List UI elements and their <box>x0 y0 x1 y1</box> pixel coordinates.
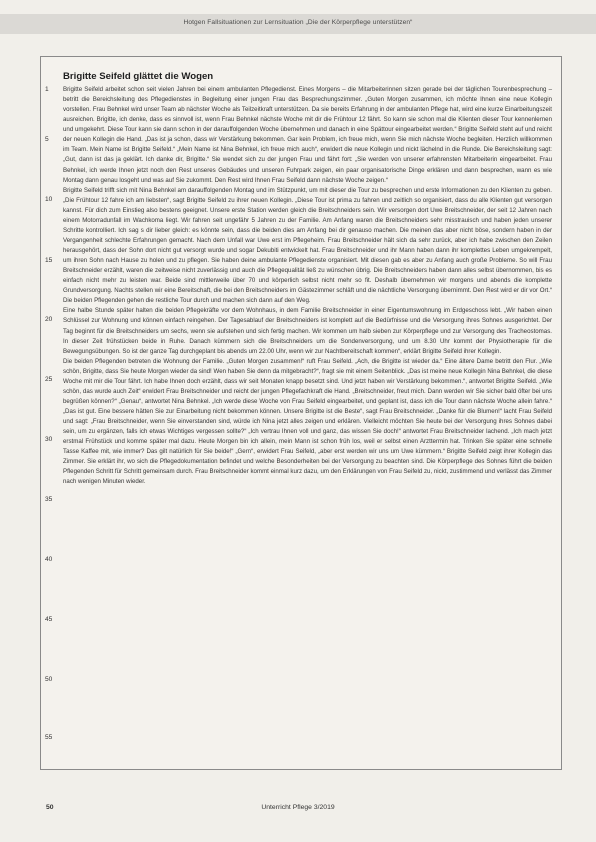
publication-footer: Unterricht Pflege 3/2019 <box>261 804 335 811</box>
paragraph-4: Die beiden Pflegenden betreten die Wohnung der Familie. „Guten Morgen zusammen!“ ruft Frau Seifeld. „Ach, die Brigitte ist wieder da.“ Eine ältere Dame betritt den Flur. „Wie schön, Brigitte, dass Sie heute Morgen wieder da sind! Wen haben Sie denn da mitgebracht?“, fragt sie mit einem Seitenblick. „Das ist meine neue Kollegin Nina Behnkel, die diese Woche mit mir die Tour fährt. Ich habe Ihnen doch erzählt, dass wir seit Monaten knapp besetzt sind. Und jetzt haben wir Verstärkung bekommen.“, antwortet Brigitte Seifeld. „Wie schön, das wurde auch Zeit“ erwidert Frau Breitschneider und reicht der jungen Pflegefachkraft die Hand. „Breitschneider, freut mich. Dann werden wir Sie sicher bald öfter bei uns begrüßen können?“ „Genau“, antwortet Nina Behnkel. „Ich werde diese Woche von Frau Seifeld eingearbeitet, und geplant ist, dass ich die Tour dann nächste Woche allein fahre.“ „Das ist gut. Eine bessere hätten Sie zur Einarbeitung nicht bekommen können. Unsere Brigitte ist die Beste“, sagt Frau Breitschneider. „Danke für die Blumen!“ lacht Frau Seifeld und sagt: „Frau Breitschneider, wenn Sie einverstanden sind, würde ich Nina jetzt alles zeigen und erklären. Vielleicht möchten Sie heute bei der Versorgung ihres Sohnes dabei sein, um zu ergänzen, falls ich etwas Wichtiges vergessen sollte?“ „Ich vertrau Ihnen voll und ganz, das wissen Sie doch!“ antwortet Frau Breitschneider lachend. „Ich mach jetzt erstmal Frühstück und komme später mal dazu. Heute Morgen bin ich allein, mein Mann ist schon früh los, weil er selbst einen Arzttermin hat. Trinken Sie später eine schnelle Tasse Kaffee mit, wie immer? Das gilt natürlich für Sie beide!“ „Gern“, erwidert Frau Seifeld, „aber erst werden wir uns um Uwe kümmern.“ Brigitte Seifeld zeigt ihrer Kollegin das Zimmer. Sie erklärt ihr, wo sich die Pflegedokumentation befindet und welche Besonderheiten bei der Versorgung zu beachten sind. Die Körperpflege des Sohnes führt die beiden Pflegenden Schritt für Schritt gemeinsam durch. Frau Breitschneider kommt einmal kurz dazu, um den Erklärungen von Frau Seifeld zu, nickt, zustimmend und verlässt das Zimmer nach wenigen Minuten wieder. <box>63 357 552 486</box>
line-number: 15 <box>45 257 53 264</box>
paragraph-1: Brigitte Seifeld arbeitet schon seit vielen Jahren bei einem ambulanten Pflegedienst. Eines Morgens – die Mitarbeiterinnen sitzen gerade bei der täglichen Tourenbesprechung – betritt die Bereichsleitung des Pflegedienstes in Begleitung einer jungen Frau das Besprechungszimmer. „Guten Morgen zusammen, ich möchte Ihnen eine neue Kollegin vorstellen. Frau Behnkel wird unser Team ab nächster Woche als Teilzeitkraft unterstützen. Da sie bereits Erfahrung in der ambulanten Pflege hat, wird eine kurze Einarbeitungszeit ausreichen. Brigitte, ich denke, dass es sinnvoll ist, wenn Frau Behnkel nächste Woche mit dir die Frühtour 12 fährt. So kann sie schon mal die Klienten dieser Tour kennenlernen und umgekehrt. Diese Tour kann sie dann schon in der darauffolgenden Woche übernehmen und danach in eine Spättour eingearbeitet werden.“ Brigitte Seifeld steht auf und reicht der neuen Kollegin die Hand. „Das ist ja schon, dass wir Verstärkung bekommen. Gar kein Problem, ich freue mich, wenn Sie mich nächste Woche begleiten. Herzlich willkommen im Team. Mein Name ist Brigitte Seifeld.“ „Mein Name ist Nina Behnkel, ich freue mich auch“, erwidert die neue Kollegin und nickt lächelnd in die Runde. Die Bereichsleitung sagt: „Gut, dann ist das ja geklärt. Ich danke dir, Brigitte.“ Sie wendet sich zu der jungen Frau und fährt fort: „Sie werden von unserer erfahrensten Mitarbeiterin eingearbeitet. Frau Behnkel, ich werde Ihnen jetzt noch den Rest unseres Gebäudes und unseren Fuhrpark zeigen, ein paar organisatorische Dinge erklären und dann besprechen, wann es wie Montag dann genau losgeht und was auf Sie zukommt. Den Rest wird Ihnen Frau Seifeld dann nächste Woche zeigen.“ <box>63 86 552 184</box>
running-header: Hotgen Fallsituationen zur Lernsituation „Die der Körperpflege unterstützen“ <box>183 19 413 26</box>
line-number: 1 <box>45 86 49 93</box>
line-number: 30 <box>45 436 53 443</box>
line-number: 5 <box>45 136 49 143</box>
line-number: 50 <box>45 676 53 683</box>
paragraph-3: Eine halbe Stunde später halten die beiden Pflegekräfte vor dem Wohnhaus, in dem Familie Breitschneider in einer Eigentumswohnung im Erdgeschoss lebt. „Wir haben einen Schlüssel zur Wohnung und können einfach reingehen. Der Tagesablauf der Breitschneiders ist komplett auf die Bedürfnisse und die Versorgung ihres Sohnes ausgerichtet. Der Tag beginnt für die Breitschneiders um sechs, wenn sie aufstehen und sich fertig machen. Wir kommen um halb sieben zur Körperpflege und zur Versorgung des Tracheostomas. In dieser Zeit frühstücken beide in Ruhe. Danach kümmern sich die Breitschneiders um die Sondenversorgung, und um 8.30 Uhr kommt der Physiotherapie für die Bewegungsübungen. So ist der ganze Tag durchgeplant bis abends um 22.00 Uhr, wenn wir zur Nachtbereitschaft kommen“, erklärt Brigitte Seifeld ihrer Kollegin. <box>63 307 552 355</box>
line-number: 25 <box>45 376 53 383</box>
line-number: 55 <box>45 734 53 741</box>
line-number: 40 <box>45 556 53 563</box>
article-body <box>63 85 552 488</box>
line-number: 45 <box>45 616 53 623</box>
article-title: Brigitte Seifeld glättet die Wogen <box>63 71 214 82</box>
line-number: 35 <box>45 496 53 503</box>
line-number: 10 <box>45 196 53 203</box>
paragraph-2: Brigitte Seifeld trifft sich mit Nina Behnkel am darauffolgenden Montag und im Stützpunkt, um mit dieser die Tour zu besprechen und erste Informationen zu den Klienten zu geben. „Die Frühtour 12 fahre ich am liebsten“, sagt Brigitte Seifeld zu ihrer neuen Kollegin. „Diese Tour ist prima zu fahren und zeitlich so organisiert, dass du alle Klienten gut versorgen kannst. Für dich zum Einstieg also bestens geeignet. Unsere erste Station werden gleich die Breitschneiders sein. Wir versorgen dort Uwe Breitschneider, der seit 12 Jahren nach einem Motorradunfall im Wachkoma liegt. Wir fahren seit ungefähr 5 Jahren zu der Familie. Am Anfang waren die Breitschneiders sehr misstrauisch und haben jeden unserer Schritte kontrolliert. Ich sag s dir lieber gleich: es könnte sein, dass die beiden dies am Anfang bei dir genauso machen. Die meinen das aber nicht böse, sondern haben in der Vergangenheit schlechte Erfahrungen gemacht. Nach dem Unfall war Uwe erst im Pflegeheim. Frau Breitschneider hält sich da sehr zurück, aber ich habe zwischen den Zeilen herausgehört, dass der Sohn dort nicht gut versorgt wurde und sogar Dekubiti entwickelt hat. Frau Breitschneider und ihr Mann haben dann ihr komplettes Leben umgekrempelt, um ihren Sohn nach Hause zu holen und zu pflegen. Sie haben deine ambulante Pflegedienste organisiert. Mit diesen gab es aber zu Anfang auch große Probleme. So will Frau Breitschneider erzählt, waren die zeitweise nicht zuverlässig und auch die Pflegequalität ließ zu wünschen übrig. Die Breitschneiders haben dann alles selbst übernommen, bis es einfach nicht mehr zu leisten war. Beide sind mittlerweile über 70 und körperlich selbst nicht mehr so fit. Deshalb übernehmen wir morgens und abends die komplette Grundversorgung. Nachts stellen wir eine Bereitschaft, die bei den Breitschneiders im Gästezimmer schläft und die nächtliche Versorgung übernimmt. Den Rest wird er dir vor Ort.“ Die beiden Pflegenden gehen die restliche Tour durch und machen sich dann auf den Weg. <box>63 186 552 305</box>
line-number: 20 <box>45 316 53 323</box>
page-number: 50 <box>46 804 54 811</box>
